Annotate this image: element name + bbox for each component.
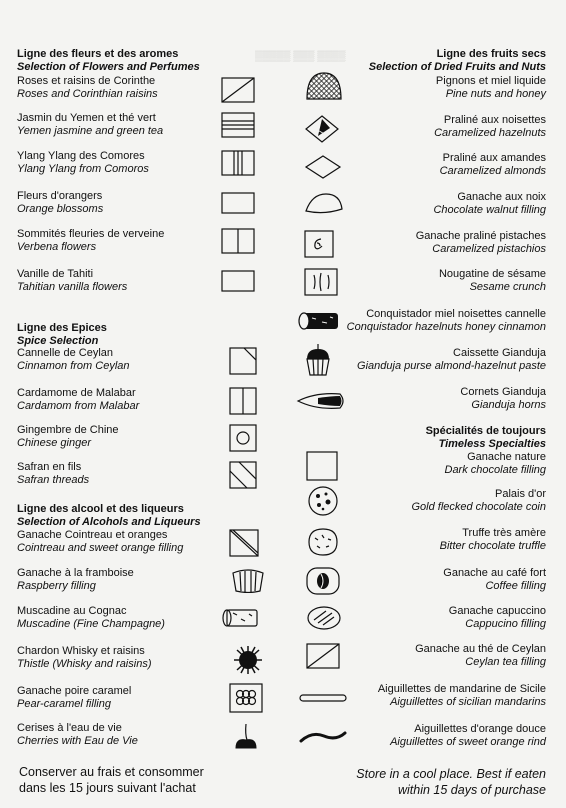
square-diagonal-icon bbox=[306, 643, 340, 669]
item-name-en: Thistle (Whisky and raisins) bbox=[17, 658, 152, 670]
left-section-heading bbox=[17, 322, 107, 348]
item-name-en: Cherries with Eau de Vie bbox=[17, 735, 138, 747]
item-name-en: Ylang Ylang from Comoros bbox=[17, 163, 149, 175]
item-name-fr: Cornets Gianduja bbox=[460, 386, 546, 398]
item-name-en: Coffee filling bbox=[485, 580, 546, 592]
right-list-item bbox=[436, 75, 546, 101]
footer-right-line2: within 15 days of purchase bbox=[397, 783, 546, 797]
item-name-en: Roses and Corinthian raisins bbox=[17, 88, 158, 100]
item-name-fr: Conquistador miel noisettes cannelle bbox=[366, 308, 546, 320]
section-title-fr: Ligne des alcool et des liqueurs bbox=[17, 503, 184, 515]
left-list-item bbox=[17, 685, 131, 711]
left-list-item bbox=[17, 347, 130, 373]
item-name-en: Caramelized almonds bbox=[439, 165, 546, 177]
right-list-item bbox=[440, 527, 546, 553]
truffle-icon bbox=[306, 527, 340, 557]
item-name-fr: Ganache Cointreau et oranges bbox=[17, 529, 168, 541]
item-name-fr: Ganache praliné pistaches bbox=[415, 230, 546, 242]
item-name-fr: Jasmin du Yemen et thé vert bbox=[17, 112, 156, 124]
square-swirl-icon bbox=[304, 230, 334, 258]
gold-coin-icon bbox=[306, 484, 340, 518]
stick-icon bbox=[298, 691, 348, 705]
rectangle-icon bbox=[221, 190, 255, 216]
square-dots-icon bbox=[229, 683, 263, 713]
right-list-item bbox=[411, 488, 546, 514]
left-section-heading bbox=[17, 503, 201, 529]
section-title-fr: Ligne des Epices bbox=[17, 322, 107, 334]
right-section-heading bbox=[369, 48, 546, 74]
right-list-item bbox=[416, 230, 546, 256]
honeycomb-dome-icon bbox=[304, 71, 344, 101]
left-list-item bbox=[17, 75, 158, 101]
footer-left bbox=[19, 764, 204, 796]
square-marks-icon bbox=[304, 268, 338, 296]
item-name-fr: Aiguillettes de mandarine de Sicile bbox=[377, 683, 546, 695]
item-name-fr: Praliné aux amandes bbox=[442, 152, 546, 164]
coffee-bean-icon bbox=[306, 567, 340, 595]
square-cross-icon bbox=[229, 529, 259, 557]
item-name-fr: Caissette Gianduja bbox=[453, 347, 546, 359]
item-name-fr: Pignons et miel liquide bbox=[435, 75, 546, 87]
item-name-fr: Cardamome de Malabar bbox=[17, 387, 136, 399]
section-title-en: Selection of Flowers and Perfumes bbox=[17, 61, 200, 73]
item-name-en: Dark chocolate filling bbox=[444, 464, 546, 476]
item-name-fr: Ylang Ylang des Comores bbox=[17, 150, 145, 162]
wavy-stick-icon bbox=[298, 729, 348, 745]
left-list-item bbox=[17, 645, 151, 671]
left-section-heading bbox=[17, 48, 200, 74]
item-name-en: Caramelized pistachios bbox=[432, 243, 546, 255]
right-section-heading bbox=[426, 425, 546, 451]
left-list-item bbox=[17, 461, 89, 487]
left-list-item bbox=[17, 228, 164, 254]
square-horizontal-lines-icon bbox=[221, 112, 255, 138]
item-name-fr: Ganache au café fort bbox=[443, 567, 546, 579]
small-square-vertical-line-icon bbox=[229, 387, 257, 415]
footer-left-line1: Conserver au frais et consommer bbox=[19, 765, 204, 779]
right-list-item bbox=[443, 567, 546, 593]
item-name-fr: Cerises à l'eau de vie bbox=[17, 722, 122, 734]
right-list-item bbox=[390, 723, 546, 749]
right-list-item bbox=[449, 605, 546, 631]
log-icon bbox=[221, 607, 261, 629]
item-name-fr: Ganache aux noix bbox=[457, 191, 546, 203]
item-name-fr: Ganache capuccino bbox=[448, 605, 546, 617]
item-name-fr: Truffe très amère bbox=[462, 527, 546, 539]
item-name-fr: Praliné aux noisettes bbox=[443, 114, 546, 126]
item-name-en: Chinese ginger bbox=[17, 437, 91, 449]
item-name-en: Cinnamon from Ceylan bbox=[17, 360, 130, 372]
left-list-item bbox=[17, 387, 139, 413]
item-name-fr: Ganache à la framboise bbox=[17, 567, 134, 579]
ribbed-cup-icon bbox=[231, 567, 265, 593]
left-list-item bbox=[17, 268, 127, 294]
item-name-en: Orange blossoms bbox=[17, 203, 104, 215]
item-name-en: Cardamom from Malabar bbox=[17, 400, 140, 412]
item-name-en: Caramelized hazelnuts bbox=[434, 127, 546, 139]
item-name-en: Raspberry filling bbox=[17, 580, 96, 592]
item-name-en: Aiguillettes of sweet orange rind bbox=[390, 736, 546, 748]
half-dome-icon bbox=[304, 191, 344, 215]
small-square-triangle-icon bbox=[229, 461, 257, 489]
right-list-item bbox=[415, 643, 546, 669]
section-title-fr: Ligne des fruits secs bbox=[436, 48, 546, 60]
square-diagonal-icon bbox=[221, 77, 255, 103]
show-through-text: ▒▒▒▒▒ ▒▒▒ ▒▒▒▒ bbox=[255, 51, 346, 62]
item-name-en: Gianduja horns bbox=[471, 399, 546, 411]
item-name-en: Tahitian vanilla flowers bbox=[17, 281, 128, 293]
cherry-icon bbox=[231, 722, 261, 756]
right-list-item bbox=[434, 114, 546, 140]
left-list-item bbox=[17, 605, 165, 631]
item-name-fr: Fleurs d'orangers bbox=[17, 190, 103, 202]
item-name-fr: Ganache poire caramel bbox=[17, 685, 132, 697]
item-name-en: Gianduja purse almond-hazelnut paste bbox=[357, 360, 546, 372]
item-name-fr: Gingembre de Chine bbox=[17, 424, 119, 436]
section-title-fr: Spécialités de toujours bbox=[425, 425, 546, 437]
right-list-item bbox=[460, 386, 546, 412]
item-name-en: Pear-caramel filling bbox=[17, 698, 111, 710]
item-name-en: Gold flecked chocolate coin bbox=[411, 501, 546, 513]
oval-hatch-icon bbox=[306, 605, 342, 631]
square-vertical-lines-icon bbox=[221, 150, 255, 176]
left-list-item bbox=[17, 424, 119, 450]
item-name-fr: Ganache nature bbox=[467, 451, 546, 463]
horn-icon bbox=[296, 390, 346, 412]
left-list-item bbox=[17, 150, 149, 176]
right-list-item bbox=[357, 347, 546, 373]
small-square-circle-icon bbox=[229, 424, 257, 452]
item-name-fr: Ganache au thé de Ceylan bbox=[415, 643, 546, 655]
square-split-icon bbox=[221, 228, 255, 254]
left-list-item bbox=[17, 529, 183, 555]
item-name-fr: Muscadine au Cognac bbox=[17, 605, 127, 617]
right-list-item bbox=[439, 268, 546, 294]
right-list-item bbox=[347, 308, 546, 334]
right-list-item bbox=[445, 451, 547, 477]
item-name-en: Sesame crunch bbox=[469, 281, 546, 293]
right-list-item bbox=[433, 191, 546, 217]
item-name-fr: Nougatine de sésame bbox=[438, 268, 546, 280]
item-name-fr: Aiguillettes d'orange douce bbox=[414, 723, 546, 735]
right-list-item bbox=[440, 152, 546, 178]
item-name-en: Pine nuts and honey bbox=[445, 88, 546, 100]
item-name-en: Conquistador hazelnuts honey cinnamon bbox=[346, 321, 546, 333]
diamond-icon bbox=[304, 154, 342, 180]
footer-right bbox=[356, 766, 546, 798]
item-name-en: Bitter chocolate truffle bbox=[439, 540, 546, 552]
item-name-en: Chocolate walnut filling bbox=[433, 204, 546, 216]
item-name-fr: Sommités fleuries de verveine bbox=[17, 228, 165, 240]
right-list-item bbox=[378, 683, 546, 709]
footer-left-line2: dans les 15 jours suivant l'achat bbox=[19, 781, 196, 795]
item-name-fr: Vanille de Tahiti bbox=[17, 268, 94, 280]
left-list-item bbox=[17, 190, 103, 216]
footer-right-line1: Store in a cool place. Best if eaten bbox=[356, 767, 546, 781]
rectangle-icon bbox=[221, 268, 255, 294]
item-name-fr: Safran en fils bbox=[17, 461, 82, 473]
item-name-fr: Palais d'or bbox=[494, 488, 546, 500]
item-name-en: Cointreau and sweet orange filling bbox=[17, 542, 184, 554]
thistle-icon bbox=[231, 645, 265, 675]
section-title-en: Timeless Specialties bbox=[438, 438, 546, 450]
section-title-fr: Ligne des fleurs et des aromes bbox=[17, 48, 179, 60]
diamond-leaf-icon bbox=[304, 114, 340, 144]
plain-square-icon bbox=[306, 451, 338, 481]
left-list-item bbox=[17, 567, 134, 593]
small-square-corner-icon bbox=[229, 347, 257, 375]
cupcake-icon bbox=[304, 343, 332, 377]
section-title-en: Selection of Dried Fruits and Nuts bbox=[368, 61, 546, 73]
item-name-en: Verbena flowers bbox=[17, 241, 97, 253]
cylinder-icon bbox=[296, 310, 342, 332]
item-name-en: Cappucino filling bbox=[465, 618, 546, 630]
item-name-en: Ceylan tea filling bbox=[465, 656, 546, 668]
item-name-en: Yemen jasmine and green tea bbox=[17, 125, 164, 137]
left-list-item bbox=[17, 722, 138, 748]
item-name-en: Aiguillettes of sicilian mandarins bbox=[390, 696, 546, 708]
item-name-fr: Chardon Whisky et raisins bbox=[17, 645, 145, 657]
item-name-en: Muscadine (Fine Champagne) bbox=[17, 618, 165, 630]
item-name-en: Safran threads bbox=[17, 474, 90, 486]
section-title-en: Selection of Alcohols and Liqueurs bbox=[17, 516, 201, 528]
item-name-fr: Cannelle de Ceylan bbox=[17, 347, 114, 359]
section-title-en: Spice Selection bbox=[17, 335, 99, 347]
left-list-item bbox=[17, 112, 163, 138]
item-name-fr: Roses et raisins de Corinthe bbox=[17, 75, 156, 87]
